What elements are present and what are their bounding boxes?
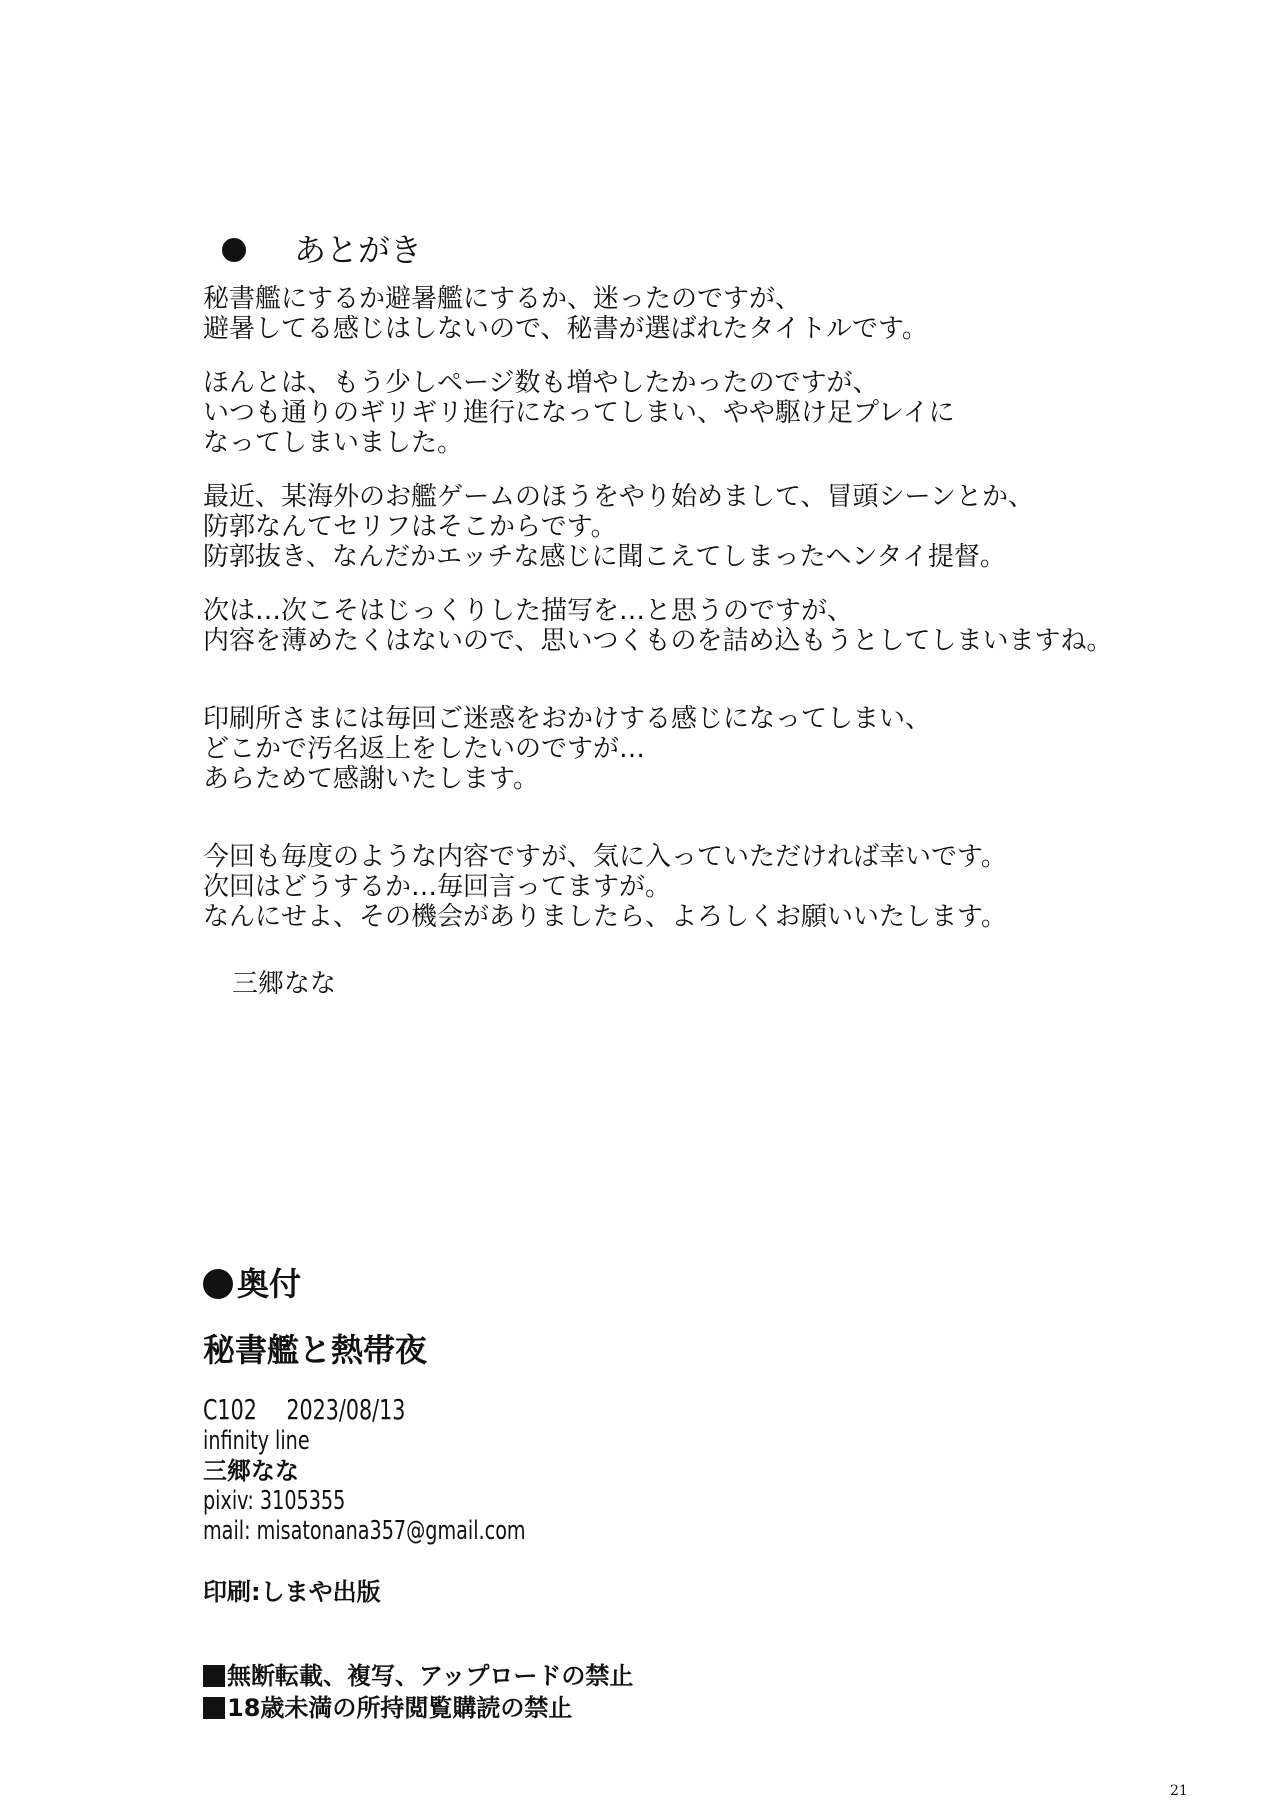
printer-info: 印刷:しまや出版 [203,1578,381,1606]
bullet-icon [203,1269,233,1299]
event-date-row [203,1394,556,1426]
text-line: ほんとは、もう少しページ数も増やしたかったのですが、 [203,368,879,398]
author-name: 三郷なな [203,1457,299,1485]
afterword-body [203,284,1223,932]
book-title: 秘書艦と熱帯夜 [203,1331,428,1369]
notice-item [203,1660,633,1692]
afterword-paragraph [203,704,1223,794]
text-line: なんにせよ、その機会がありましたら、よろしくお願いいたします。 [203,902,1007,932]
bullet-icon [222,238,246,262]
text-line: 次は…次こそはじっくりした描写を…と思うのですが、 [203,596,854,626]
notices [203,1660,633,1724]
colophon [203,1262,633,1724]
afterword-paragraph [203,284,1223,344]
square-bullet-icon [203,1665,225,1687]
square-bullet-icon [203,1697,225,1719]
notice-text: 無断転載、複写、アップロードの禁止 [227,1662,634,1690]
mail-address: mail: misatonana357@gmail.com [203,1516,526,1546]
notice-item [203,1692,633,1724]
publication-date: 2023/08/13 [286,1393,406,1426]
afterword-heading [222,226,422,274]
circle-name: infinity line [203,1426,310,1456]
page-number: 21 [1170,1783,1188,1799]
text-line: なってしまいました。 [203,428,464,458]
event-name: C102 [203,1393,257,1426]
text-line: 秘書艦にするか避暑艦にするか、迷ったのですが、 [203,284,802,314]
text-line: 防郭抜き、なんだかエッチな感じに聞こえてしまったヘンタイ提督。 [203,542,1006,572]
colophon-heading [203,1262,633,1306]
text-line: どこかで汚名返上をしたいのですが… [203,734,646,764]
publication-info [203,1394,633,1546]
afterword-paragraph [203,368,1223,458]
afterword-heading-text: あとがき [294,231,423,269]
afterword-paragraph [203,842,1223,932]
afterword-signature: 三郷なな [232,969,337,999]
text-line: 次回はどうするか…毎回言ってますが。 [203,872,672,902]
text-line: 印刷所さまには毎回ご迷惑をおかけする感じになってしまい、 [203,704,932,734]
colophon-heading-text: 奥付 [237,1265,302,1303]
afterword-paragraph [203,596,1223,656]
pixiv-id: pixiv: 3105355 [203,1486,346,1516]
notice-text: 18歳未満の所持閲覧購読の禁止 [227,1694,573,1722]
text-line: 避暑してる感じはしないので、秘書が選ばれたタイトルです。 [203,314,928,344]
text-line: いつも通りのギリギリ進行になってしまい、やや駆け足プレイに [203,398,955,428]
text-line: 今回も毎度のような内容ですが、気に入っていただければ幸いです。 [203,842,1007,872]
text-line: あらためて感謝いたします。 [203,764,539,794]
text-line: 最近、某海外のお艦ゲームのほうをやり始めまして、冒頭シーンとか、 [203,482,1034,512]
text-line: 内容を薄めたくはないので、思いつくものを詰め込もうとしてしまいますね。 [203,626,1113,656]
text-line: 防郭なんてセリフはそこからです。 [203,512,617,542]
afterword-paragraph [203,482,1223,572]
